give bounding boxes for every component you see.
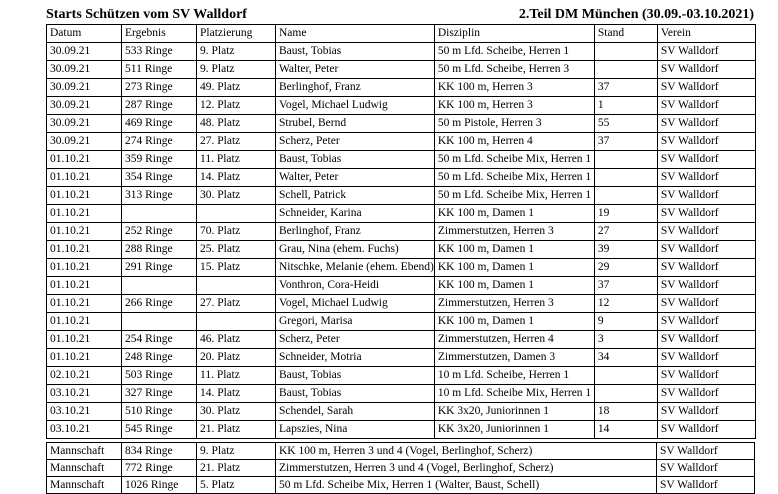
column-header-result: Ergebnis [122,25,197,43]
table-row [47,241,756,259]
stand-cell [594,385,657,403]
club-cell: SV Walldorf [657,385,755,403]
column-header-club: Verein [657,25,755,43]
discipline-cell: KK 100 m, Herren 3 [434,97,594,115]
name-cell: Walter, Peter [276,169,435,187]
stand-cell: 18 [594,403,657,421]
date-cell: 01.10.21 [47,331,122,349]
placement-cell: 9. Platz [197,61,276,79]
name-cell: Berlinghof, Franz [276,79,435,97]
club-cell: SV Walldorf [657,277,755,295]
club-cell: SV Walldorf [657,223,755,241]
discipline-cell: KK 3x20, Juniorinnen 1 [434,421,594,439]
placement-cell: 20. Platz [197,349,276,367]
date-cell: 01.10.21 [47,241,122,259]
name-cell: Strubel, Bernd [276,115,435,133]
date-cell: 01.10.21 [47,223,122,241]
discipline-cell: 10 m Lfd. Scheibe, Herren 1 [434,367,594,385]
placement-cell: 46. Platz [197,331,276,349]
date-cell: 01.10.21 [47,277,122,295]
placement-cell: 11. Platz [197,367,276,385]
placement-cell [197,313,276,331]
name-cell: Grau, Nina (ehem. Fuchs) [276,241,435,259]
date-cell: 30.09.21 [47,133,122,151]
name-cell: Berlinghof, Franz [276,223,435,241]
result-cell: 248 Ringe [122,349,197,367]
column-header-stand: Stand [594,25,657,43]
table-row [47,223,756,241]
column-header-discipline: Disziplin [434,25,594,43]
placement-cell: 15. Platz [197,259,276,277]
result-cell: 359 Ringe [122,151,197,169]
stand-cell [594,61,657,79]
discipline-cell: KK 100 m, Herren 4 [434,133,594,151]
stand-cell: 37 [594,79,657,97]
table-row [47,259,756,277]
result-cell: 266 Ringe [122,295,197,313]
team-discipline-cell: 50 m Lfd. Scheibe Mix, Herren 1 (Walter, Baust, Schell) [276,477,657,494]
discipline-cell: KK 100 m, Damen 1 [434,241,594,259]
placement-cell: 14. Platz [197,169,276,187]
name-cell: Scherz, Peter [276,331,435,349]
stand-cell: 39 [594,241,657,259]
discipline-cell: KK 3x20, Juniorinnen 1 [434,403,594,421]
discipline-cell: KK 100 m, Damen 1 [434,313,594,331]
table-row [47,205,756,223]
table-row [47,61,756,79]
table-row [47,277,756,295]
stand-cell: 9 [594,313,657,331]
discipline-cell: KK 100 m, Damen 1 [434,205,594,223]
club-cell: SV Walldorf [657,97,755,115]
name-cell: Nitschke, Melanie (ehem. Ebend) [276,259,435,277]
result-cell [122,313,197,331]
name-cell: Scherz, Peter [276,133,435,151]
table-row [47,403,756,421]
team-label-cell: Mannschaft [47,443,122,460]
club-cell: SV Walldorf [657,295,755,313]
name-cell: Vonthron, Cora-Heidi [276,277,435,295]
table-row [47,169,756,187]
club-cell: SV Walldorf [657,79,755,97]
table-row [47,97,756,115]
stand-cell [594,151,657,169]
name-cell: Baust, Tobias [276,151,435,169]
result-cell: 503 Ringe [122,367,197,385]
discipline-cell: 50 m Lfd. Scheibe, Herren 1 [434,43,594,61]
column-header-placement: Platzierung [197,25,276,43]
name-cell: Gregori, Marisa [276,313,435,331]
discipline-cell: 50 m Pistole, Herren 3 [434,115,594,133]
stand-cell [594,367,657,385]
name-cell: Lapszies, Nina [276,421,435,439]
stand-cell: 19 [594,205,657,223]
club-cell: SV Walldorf [657,151,755,169]
result-cell [122,205,197,223]
stand-cell: 55 [594,115,657,133]
discipline-cell: Zimmerstutzen, Damen 3 [434,349,594,367]
table-row [47,151,756,169]
date-cell: 01.10.21 [47,187,122,205]
result-cell: 354 Ringe [122,169,197,187]
date-cell: 30.09.21 [47,97,122,115]
name-cell: Walter, Peter [276,61,435,79]
table-row [47,313,756,331]
table-row [47,349,756,367]
placement-cell: 49. Platz [197,79,276,97]
placement-cell: 70. Platz [197,223,276,241]
date-cell: 30.09.21 [47,43,122,61]
team-results-table [46,442,755,494]
club-cell: SV Walldorf [657,205,755,223]
club-cell: SV Walldorf [657,421,755,439]
club-cell: SV Walldorf [657,169,755,187]
team-label-cell: Mannschaft [47,460,122,477]
table-row [47,187,756,205]
club-cell: SV Walldorf [657,403,755,421]
placement-cell: 12. Platz [197,97,276,115]
club-cell: SV Walldorf [657,313,755,331]
result-cell: 545 Ringe [122,421,197,439]
stand-cell [594,169,657,187]
stand-cell: 14 [594,421,657,439]
table-row [47,133,756,151]
club-cell: SV Walldorf [657,367,755,385]
result-cell: 252 Ringe [122,223,197,241]
result-cell: 288 Ringe [122,241,197,259]
stand-cell [594,187,657,205]
result-cell: 511 Ringe [122,61,197,79]
placement-cell: 30. Platz [197,403,276,421]
placement-cell [197,205,276,223]
club-cell: SV Walldorf [657,115,755,133]
column-header-date: Datum [47,25,122,43]
result-cell: 1026 Ringe [122,477,197,494]
discipline-cell: Zimmerstutzen, Herren 3 [434,295,594,313]
result-cell: 327 Ringe [122,385,197,403]
result-cell: 313 Ringe [122,187,197,205]
discipline-cell: KK 100 m, Herren 3 [434,79,594,97]
date-cell: 03.10.21 [47,403,122,421]
name-cell: Schendel, Sarah [276,403,435,421]
discipline-cell: 50 m Lfd. Scheibe Mix, Herren 1 [434,169,594,187]
date-cell: 01.10.21 [47,349,122,367]
stand-cell: 3 [594,331,657,349]
date-cell: 01.10.21 [47,151,122,169]
date-cell: 01.10.21 [47,205,122,223]
discipline-cell: KK 100 m, Damen 1 [434,259,594,277]
date-cell: 01.10.21 [47,295,122,313]
result-cell: 287 Ringe [122,97,197,115]
placement-cell: 48. Platz [197,115,276,133]
name-cell: Baust, Tobias [276,385,435,403]
placement-cell: 5. Platz [197,477,276,494]
stand-cell: 27 [594,223,657,241]
result-cell: 772 Ringe [122,460,197,477]
table-row [47,421,756,439]
table-row [47,115,756,133]
date-cell: 01.10.21 [47,259,122,277]
discipline-cell: 50 m Lfd. Scheibe Mix, Herren 1 [434,151,594,169]
placement-cell: 21. Platz [197,421,276,439]
stand-cell: 37 [594,133,657,151]
placement-cell: 9. Platz [197,43,276,61]
result-cell: 510 Ringe [122,403,197,421]
discipline-cell: 50 m Lfd. Scheibe Mix, Herren 1 [434,187,594,205]
club-cell: SV Walldorf [657,349,755,367]
name-cell: Schneider, Karina [276,205,435,223]
table-row [47,331,756,349]
stand-cell [594,43,657,61]
event-title: 2.Teil DM München (30.09.-03.10.2021) [518,7,754,22]
date-cell: 30.09.21 [47,79,122,97]
placement-cell: 21. Platz [197,460,276,477]
table-row [47,79,756,97]
team-row [47,477,755,494]
stand-cell: 29 [594,259,657,277]
club-cell: SV Walldorf [657,259,755,277]
club-cell: SV Walldorf [657,460,755,477]
stand-cell: 12 [594,295,657,313]
table-row [47,385,756,403]
placement-cell: 14. Platz [197,385,276,403]
team-discipline-cell: KK 100 m, Herren 3 und 4 (Vogel, Berlinghof, Scherz) [276,443,657,460]
placement-cell: 9. Platz [197,443,276,460]
club-cell: SV Walldorf [657,331,755,349]
name-cell: Vogel, Michael Ludwig [276,295,435,313]
document-header [46,5,754,25]
table-row [47,43,756,61]
result-cell: 834 Ringe [122,443,197,460]
result-cell: 291 Ringe [122,259,197,277]
date-cell: 01.10.21 [47,169,122,187]
stand-cell: 34 [594,349,657,367]
table-header-row [47,25,756,43]
club-cell: SV Walldorf [657,61,755,79]
placement-cell: 27. Platz [197,133,276,151]
results-table [46,24,756,439]
name-cell: Schell, Patrick [276,187,435,205]
date-cell: 30.09.21 [47,115,122,133]
column-header-name: Name [276,25,435,43]
team-label-cell: Mannschaft [47,477,122,494]
name-cell: Schneider, Motria [276,349,435,367]
name-cell: Vogel, Michael Ludwig [276,97,435,115]
club-cell: SV Walldorf [657,477,755,494]
club-cell: SV Walldorf [657,443,755,460]
table-row [47,367,756,385]
placement-cell: 30. Platz [197,187,276,205]
date-cell: 02.10.21 [47,367,122,385]
result-cell: 273 Ringe [122,79,197,97]
team-row [47,460,755,477]
club-cell: SV Walldorf [657,133,755,151]
result-cell: 274 Ringe [122,133,197,151]
name-cell: Baust, Tobias [276,367,435,385]
result-cell: 533 Ringe [122,43,197,61]
placement-cell: 11. Platz [197,151,276,169]
stand-cell: 37 [594,277,657,295]
date-cell: 30.09.21 [47,61,122,79]
discipline-cell: KK 100 m, Damen 1 [434,277,594,295]
discipline-cell: 10 m Lfd. Scheibe Mix, Herren 1 [434,385,594,403]
date-cell: 03.10.21 [47,385,122,403]
team-discipline-cell: Zimmerstutzen, Herren 3 und 4 (Vogel, Berlinghof, Scherz) [276,460,657,477]
document-title: Starts Schützen vom SV Walldorf [46,7,247,22]
club-cell: SV Walldorf [657,43,755,61]
result-cell [122,277,197,295]
discipline-cell: 50 m Lfd. Scheibe, Herren 3 [434,61,594,79]
result-cell: 469 Ringe [122,115,197,133]
club-cell: SV Walldorf [657,241,755,259]
team-row [47,443,755,460]
table-row [47,295,756,313]
club-cell: SV Walldorf [657,187,755,205]
placement-cell: 25. Platz [197,241,276,259]
result-cell: 254 Ringe [122,331,197,349]
placement-cell [197,277,276,295]
date-cell: 03.10.21 [47,421,122,439]
name-cell: Baust, Tobias [276,43,435,61]
placement-cell: 27. Platz [197,295,276,313]
date-cell: 01.10.21 [47,313,122,331]
stand-cell: 1 [594,97,657,115]
discipline-cell: Zimmerstutzen, Herren 4 [434,331,594,349]
discipline-cell: Zimmerstutzen, Herren 3 [434,223,594,241]
